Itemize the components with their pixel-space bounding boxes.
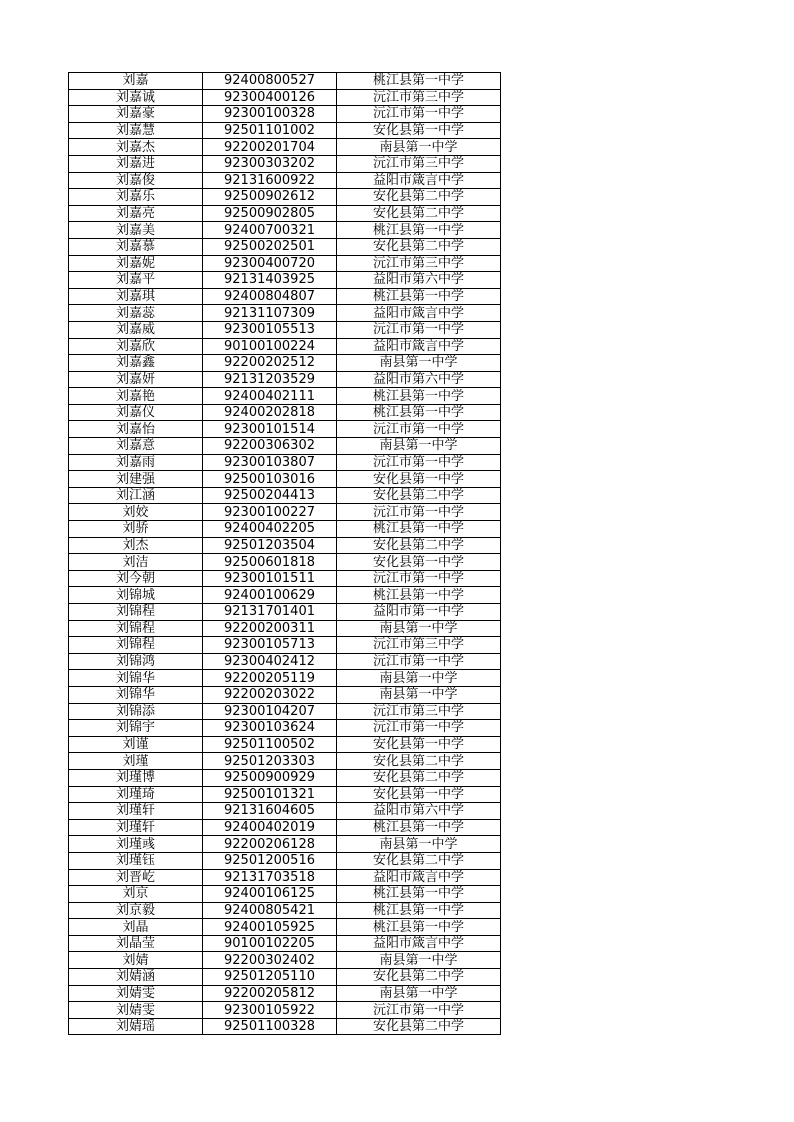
table-row bbox=[69, 321, 501, 338]
school-cell: 南县第一中学 bbox=[337, 952, 501, 969]
name-cell: 刘洁 bbox=[69, 554, 203, 571]
table-row bbox=[69, 189, 501, 206]
school-cell: 安化县第二中学 bbox=[337, 852, 501, 869]
table-row bbox=[69, 205, 501, 222]
id-cell: 92400805421 bbox=[203, 902, 337, 919]
id-cell: 92300400126 bbox=[203, 89, 337, 106]
name-cell: 刘瑾 bbox=[69, 753, 203, 770]
id-cell: 92131600922 bbox=[203, 172, 337, 189]
table-row bbox=[69, 537, 501, 554]
school-cell: 沅江市第一中学 bbox=[337, 570, 501, 587]
school-cell: 桃江县第一中学 bbox=[337, 902, 501, 919]
school-cell: 益阳市箴言中学 bbox=[337, 172, 501, 189]
school-cell: 安化县第二中学 bbox=[337, 753, 501, 770]
school-cell: 沅江市第一中学 bbox=[337, 504, 501, 521]
school-cell: 安化县第二中学 bbox=[337, 969, 501, 986]
id-cell: 92501100328 bbox=[203, 1018, 337, 1035]
name-cell: 刘瑾轩 bbox=[69, 819, 203, 836]
name-cell: 刘嘉豪 bbox=[69, 106, 203, 123]
name-cell: 刘婧雯 bbox=[69, 985, 203, 1002]
name-cell: 刘嘉欣 bbox=[69, 338, 203, 355]
table-row bbox=[69, 902, 501, 919]
school-cell: 桃江县第一中学 bbox=[337, 886, 501, 903]
table-row bbox=[69, 222, 501, 239]
id-cell: 92300103807 bbox=[203, 454, 337, 471]
name-cell: 刘婧 bbox=[69, 952, 203, 969]
school-cell: 益阳市第一中学 bbox=[337, 604, 501, 621]
school-cell: 安化县第一中学 bbox=[337, 471, 501, 488]
school-cell: 安化县第一中学 bbox=[337, 736, 501, 753]
id-cell: 92200203022 bbox=[203, 686, 337, 703]
name-cell: 刘嘉妍 bbox=[69, 371, 203, 388]
id-cell: 92501200516 bbox=[203, 852, 337, 869]
id-cell: 92400402111 bbox=[203, 388, 337, 405]
id-cell: 92300402412 bbox=[203, 653, 337, 670]
school-cell: 沅江市第一中学 bbox=[337, 653, 501, 670]
id-cell: 92500101321 bbox=[203, 786, 337, 803]
name-cell: 刘锦鸿 bbox=[69, 653, 203, 670]
id-cell: 92500204413 bbox=[203, 487, 337, 504]
school-cell: 桃江县第一中学 bbox=[337, 73, 501, 90]
id-cell: 92131203529 bbox=[203, 371, 337, 388]
name-cell: 刘晶 bbox=[69, 919, 203, 936]
school-cell: 安化县第一中学 bbox=[337, 122, 501, 139]
id-cell: 92200206128 bbox=[203, 836, 337, 853]
name-cell: 刘瑾彧 bbox=[69, 836, 203, 853]
table-row bbox=[69, 604, 501, 621]
table-row bbox=[69, 736, 501, 753]
table-row bbox=[69, 819, 501, 836]
school-cell: 南县第一中学 bbox=[337, 836, 501, 853]
table-row bbox=[69, 703, 501, 720]
name-cell: 刘锦程 bbox=[69, 604, 203, 621]
school-cell: 安化县第二中学 bbox=[337, 189, 501, 206]
table-row bbox=[69, 371, 501, 388]
id-cell: 90100100224 bbox=[203, 338, 337, 355]
name-cell: 刘晶莹 bbox=[69, 935, 203, 952]
name-cell: 刘嘉雨 bbox=[69, 454, 203, 471]
name-cell: 刘嘉琪 bbox=[69, 288, 203, 305]
table-row bbox=[69, 155, 501, 172]
id-cell: 92300101514 bbox=[203, 421, 337, 438]
name-cell: 刘嘉蕊 bbox=[69, 305, 203, 322]
school-cell: 益阳市第六中学 bbox=[337, 803, 501, 820]
name-cell: 刘嘉进 bbox=[69, 155, 203, 172]
id-cell: 92400700321 bbox=[203, 222, 337, 239]
school-cell: 沅江市第三中学 bbox=[337, 255, 501, 272]
id-cell: 92131701401 bbox=[203, 604, 337, 621]
table-row bbox=[69, 89, 501, 106]
table-row bbox=[69, 504, 501, 521]
id-cell: 92200200311 bbox=[203, 620, 337, 637]
name-cell: 刘姣 bbox=[69, 504, 203, 521]
name-cell: 刘嘉意 bbox=[69, 438, 203, 455]
id-cell: 92200202512 bbox=[203, 355, 337, 372]
name-cell: 刘嘉鑫 bbox=[69, 355, 203, 372]
table-row bbox=[69, 985, 501, 1002]
id-cell: 92501203504 bbox=[203, 537, 337, 554]
table-row bbox=[69, 122, 501, 139]
school-cell: 南县第一中学 bbox=[337, 355, 501, 372]
name-cell: 刘嘉乐 bbox=[69, 189, 203, 206]
school-cell: 桃江县第一中学 bbox=[337, 388, 501, 405]
table-row bbox=[69, 670, 501, 687]
table-row bbox=[69, 969, 501, 986]
student-table-body bbox=[69, 73, 501, 1035]
table-row bbox=[69, 653, 501, 670]
id-cell: 92300303202 bbox=[203, 155, 337, 172]
school-cell: 桃江县第一中学 bbox=[337, 521, 501, 538]
table-row bbox=[69, 570, 501, 587]
name-cell: 刘锦程 bbox=[69, 620, 203, 637]
school-cell: 沅江市第一中学 bbox=[337, 106, 501, 123]
student-table-container bbox=[68, 72, 501, 1035]
id-cell: 92500902612 bbox=[203, 189, 337, 206]
name-cell: 刘嘉 bbox=[69, 73, 203, 90]
table-row bbox=[69, 355, 501, 372]
name-cell: 刘晋屹 bbox=[69, 869, 203, 886]
table-row bbox=[69, 139, 501, 156]
table-row bbox=[69, 554, 501, 571]
name-cell: 刘嘉俊 bbox=[69, 172, 203, 189]
name-cell: 刘锦华 bbox=[69, 670, 203, 687]
id-cell: 92300103624 bbox=[203, 720, 337, 737]
school-cell: 南县第一中学 bbox=[337, 438, 501, 455]
school-cell: 安化县第二中学 bbox=[337, 238, 501, 255]
school-cell: 沅江市第一中学 bbox=[337, 321, 501, 338]
id-cell: 92300105922 bbox=[203, 1002, 337, 1019]
table-row bbox=[69, 753, 501, 770]
table-row bbox=[69, 106, 501, 123]
table-row bbox=[69, 836, 501, 853]
name-cell: 刘婧瑶 bbox=[69, 1018, 203, 1035]
id-cell: 92501101002 bbox=[203, 122, 337, 139]
name-cell: 刘锦添 bbox=[69, 703, 203, 720]
id-cell: 92400402205 bbox=[203, 521, 337, 538]
school-cell: 沅江市第三中学 bbox=[337, 89, 501, 106]
id-cell: 92200302402 bbox=[203, 952, 337, 969]
name-cell: 刘嘉杰 bbox=[69, 139, 203, 156]
table-row bbox=[69, 1002, 501, 1019]
school-cell: 桃江县第一中学 bbox=[337, 587, 501, 604]
school-cell: 南县第一中学 bbox=[337, 985, 501, 1002]
name-cell: 刘嘉平 bbox=[69, 272, 203, 289]
school-cell: 益阳市箴言中学 bbox=[337, 338, 501, 355]
id-cell: 92300400720 bbox=[203, 255, 337, 272]
school-cell: 沅江市第一中学 bbox=[337, 720, 501, 737]
name-cell: 刘嘉仪 bbox=[69, 404, 203, 421]
table-row bbox=[69, 803, 501, 820]
name-cell: 刘瑾琦 bbox=[69, 786, 203, 803]
table-row bbox=[69, 421, 501, 438]
school-cell: 益阳市第六中学 bbox=[337, 272, 501, 289]
id-cell: 92501203303 bbox=[203, 753, 337, 770]
school-cell: 益阳市箴言中学 bbox=[337, 305, 501, 322]
table-row bbox=[69, 1018, 501, 1035]
id-cell: 92400106125 bbox=[203, 886, 337, 903]
school-cell: 南县第一中学 bbox=[337, 139, 501, 156]
school-cell: 安化县第二中学 bbox=[337, 537, 501, 554]
id-cell: 92400804807 bbox=[203, 288, 337, 305]
id-cell: 92400105925 bbox=[203, 919, 337, 936]
table-row bbox=[69, 238, 501, 255]
school-cell: 沅江市第三中学 bbox=[337, 637, 501, 654]
school-cell: 桃江县第一中学 bbox=[337, 404, 501, 421]
school-cell: 益阳市箴言中学 bbox=[337, 869, 501, 886]
id-cell: 90100102205 bbox=[203, 935, 337, 952]
table-row bbox=[69, 935, 501, 952]
table-row bbox=[69, 272, 501, 289]
id-cell: 92200205812 bbox=[203, 985, 337, 1002]
id-cell: 92200306302 bbox=[203, 438, 337, 455]
name-cell: 刘今朝 bbox=[69, 570, 203, 587]
table-row bbox=[69, 487, 501, 504]
id-cell: 92400402019 bbox=[203, 819, 337, 836]
table-row bbox=[69, 919, 501, 936]
table-row bbox=[69, 404, 501, 421]
id-cell: 92400100629 bbox=[203, 587, 337, 604]
school-cell: 南县第一中学 bbox=[337, 670, 501, 687]
school-cell: 桃江县第一中学 bbox=[337, 819, 501, 836]
id-cell: 92200205119 bbox=[203, 670, 337, 687]
student-table bbox=[68, 72, 501, 1035]
name-cell: 刘嘉美 bbox=[69, 222, 203, 239]
school-cell: 南县第一中学 bbox=[337, 620, 501, 637]
id-cell: 92131604605 bbox=[203, 803, 337, 820]
school-cell: 沅江市第一中学 bbox=[337, 1002, 501, 1019]
id-cell: 92300100227 bbox=[203, 504, 337, 521]
id-cell: 92300105713 bbox=[203, 637, 337, 654]
table-row bbox=[69, 521, 501, 538]
id-cell: 92501205110 bbox=[203, 969, 337, 986]
table-row bbox=[69, 686, 501, 703]
school-cell: 安化县第一中学 bbox=[337, 554, 501, 571]
table-row bbox=[69, 73, 501, 90]
id-cell: 92500900929 bbox=[203, 769, 337, 786]
name-cell: 刘嘉亮 bbox=[69, 205, 203, 222]
name-cell: 刘瑾博 bbox=[69, 769, 203, 786]
school-cell: 桃江县第一中学 bbox=[337, 919, 501, 936]
school-cell: 桃江县第一中学 bbox=[337, 288, 501, 305]
school-cell: 沅江市第三中学 bbox=[337, 703, 501, 720]
table-row bbox=[69, 172, 501, 189]
name-cell: 刘江涵 bbox=[69, 487, 203, 504]
table-row bbox=[69, 288, 501, 305]
table-row bbox=[69, 952, 501, 969]
table-row bbox=[69, 305, 501, 322]
id-cell: 92501100502 bbox=[203, 736, 337, 753]
id-cell: 92300104207 bbox=[203, 703, 337, 720]
table-row bbox=[69, 388, 501, 405]
table-row bbox=[69, 786, 501, 803]
id-cell: 92131703518 bbox=[203, 869, 337, 886]
school-cell: 桃江县第一中学 bbox=[337, 222, 501, 239]
name-cell: 刘锦华 bbox=[69, 686, 203, 703]
name-cell: 刘京 bbox=[69, 886, 203, 903]
id-cell: 92131107309 bbox=[203, 305, 337, 322]
table-row bbox=[69, 587, 501, 604]
name-cell: 刘婧雯 bbox=[69, 1002, 203, 1019]
table-row bbox=[69, 637, 501, 654]
id-cell: 92300101511 bbox=[203, 570, 337, 587]
name-cell: 刘瑾轩 bbox=[69, 803, 203, 820]
id-cell: 92131403925 bbox=[203, 272, 337, 289]
school-cell: 益阳市第六中学 bbox=[337, 371, 501, 388]
id-cell: 92200201704 bbox=[203, 139, 337, 156]
name-cell: 刘嘉怡 bbox=[69, 421, 203, 438]
school-cell: 安化县第二中学 bbox=[337, 1018, 501, 1035]
table-row bbox=[69, 471, 501, 488]
table-row bbox=[69, 438, 501, 455]
name-cell: 刘嘉诚 bbox=[69, 89, 203, 106]
school-cell: 安化县第二中学 bbox=[337, 487, 501, 504]
name-cell: 刘嘉慧 bbox=[69, 122, 203, 139]
table-row bbox=[69, 886, 501, 903]
id-cell: 92500902805 bbox=[203, 205, 337, 222]
name-cell: 刘嘉艳 bbox=[69, 388, 203, 405]
school-cell: 沅江市第一中学 bbox=[337, 454, 501, 471]
name-cell: 刘建强 bbox=[69, 471, 203, 488]
id-cell: 92300105513 bbox=[203, 321, 337, 338]
id-cell: 92500202501 bbox=[203, 238, 337, 255]
name-cell: 刘杰 bbox=[69, 537, 203, 554]
id-cell: 92500601818 bbox=[203, 554, 337, 571]
table-row bbox=[69, 454, 501, 471]
id-cell: 92400202818 bbox=[203, 404, 337, 421]
name-cell: 刘骄 bbox=[69, 521, 203, 538]
table-row bbox=[69, 255, 501, 272]
school-cell: 沅江市第一中学 bbox=[337, 421, 501, 438]
name-cell: 刘谨 bbox=[69, 736, 203, 753]
table-row bbox=[69, 769, 501, 786]
table-row bbox=[69, 338, 501, 355]
name-cell: 刘瑾钰 bbox=[69, 852, 203, 869]
id-cell: 92300100328 bbox=[203, 106, 337, 123]
school-cell: 沅江市第三中学 bbox=[337, 155, 501, 172]
name-cell: 刘锦程 bbox=[69, 637, 203, 654]
name-cell: 刘婧涵 bbox=[69, 969, 203, 986]
school-cell: 南县第一中学 bbox=[337, 686, 501, 703]
name-cell: 刘嘉慕 bbox=[69, 238, 203, 255]
name-cell: 刘嘉妮 bbox=[69, 255, 203, 272]
table-row bbox=[69, 852, 501, 869]
name-cell: 刘京毅 bbox=[69, 902, 203, 919]
school-cell: 安化县第一中学 bbox=[337, 786, 501, 803]
school-cell: 安化县第二中学 bbox=[337, 769, 501, 786]
table-row bbox=[69, 620, 501, 637]
school-cell: 安化县第二中学 bbox=[337, 205, 501, 222]
name-cell: 刘嘉威 bbox=[69, 321, 203, 338]
id-cell: 92400800527 bbox=[203, 73, 337, 90]
table-row bbox=[69, 720, 501, 737]
id-cell: 92500103016 bbox=[203, 471, 337, 488]
name-cell: 刘锦城 bbox=[69, 587, 203, 604]
school-cell: 益阳市箴言中学 bbox=[337, 935, 501, 952]
name-cell: 刘锦宇 bbox=[69, 720, 203, 737]
table-row bbox=[69, 869, 501, 886]
